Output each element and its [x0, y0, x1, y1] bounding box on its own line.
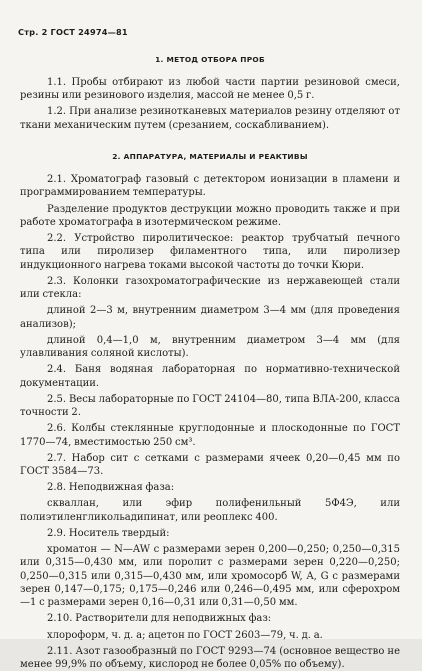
- section-sampling-method: [20, 55, 400, 132]
- paragraph-2-7: 2.7. Набор сит с сетками с размерами ячеек 0,20—0,45 мм по ГОСТ 3584—73.: [20, 452, 400, 478]
- paragraph-2-3-item-a: длиной 2—3 м, внутренним диаметром 3—4 мм (для проведения анализов);: [20, 305, 400, 330]
- paragraph-2-1-note: Разделение продуктов деструкции можно проводить также и при работе хроматографа в изотермическом режиме.: [20, 203, 400, 228]
- section-heading: 1. МЕТОД ОТБОРА ПРОБ: [155, 55, 265, 64]
- paragraph-2-9-item: хроматон — N—AW с размерами зерен 0,200—0,250; 0,250—0,315 или 0,315—0,430 мм, или поролит с размерами зерен 0,220—0,250; 0,250—0,315 или 0,315—0,430 мм, или хромосорб W, A, G с размерами зерен 0,147—0,175; 0,175—0,246 или 0,246—0,495 мм, или сферохром—1 с размерами зерен 0,16—0,31 или 0,31—0,50 мм.: [20, 544, 400, 609]
- section-equipment-materials: [20, 152, 400, 671]
- paragraph-2-1: 2.1. Хроматограф газовый с детектором ионизации в пламени и программированием температуры.: [20, 174, 400, 199]
- paragraph-2-2: 2.2. Устройство пиролитическое: реактор трубчатый печного типа или пиролизер филаментного типа, или пиролизер индукционного нагрева токами высокой частоты до точки Кюри.: [20, 233, 400, 271]
- paragraph-2-8: 2.8. Неподвижная фаза:: [47, 482, 175, 494]
- paragraph-1-2: 1.2. При анализе резинотканевых материалов резину отделяют от ткани механическим путем (срезанием, соскабливанием).: [20, 106, 400, 131]
- paragraph-1-1: 1.1. Пробы отбирают из любой части партии резиновой смеси, резины или резинового изделия, массой не менее 0,5 г.: [20, 77, 400, 102]
- paragraph-2-6: 2.6. Колбы стеклянные круглодонные и плоскодонные по ГОСТ 1770—74, вместимостью 250 см³.: [20, 423, 400, 448]
- paragraph-2-10: 2.10. Растворители для неподвижных фаз:: [47, 613, 272, 625]
- paragraph-2-9: 2.9. Носитель твердый:: [47, 527, 170, 539]
- document-body: [20, 55, 400, 671]
- paragraph-2-8-item: скваллан, или эфир полифенильный 5Ф4Э, или полиэтиленгликольадипинат, или реоплекс 400.: [20, 498, 400, 523]
- paragraph-2-10-item: хлороформ, ч. д. а; ацетон по ГОСТ 2603—79, ч. д. а.: [47, 629, 323, 641]
- paragraph-2-11: 2.11. Азот газообразный по ГОСТ 9293—74 (основное вещество не менее 99,9% по объему, кислород не более 0,05% по объему).: [20, 645, 400, 671]
- paragraph-2-5: 2.5. Весы лабораторные по ГОСТ 24104—80, типа ВЛА-200, класса точности 2.: [20, 393, 400, 419]
- paragraph-2-3: 2.3. Колонки газохроматографические из нержавеющей стали или стекла:: [20, 275, 400, 301]
- paragraph-2-3-item-b: длиной 0,4—1,0 м, внутренним диаметром 3—4 мм (для улавливания соляной кислоты).: [20, 334, 400, 360]
- paragraph-2-4: 2.4. Баня водяная лабораторная по нормативно-технической документации.: [20, 364, 400, 389]
- running-head: Стр. 2 ГОСТ 24974—81: [18, 27, 128, 37]
- section-heading: 2. АППАРАТУРА, МАТЕРИАЛЫ И РЕАКТИВЫ: [112, 152, 308, 162]
